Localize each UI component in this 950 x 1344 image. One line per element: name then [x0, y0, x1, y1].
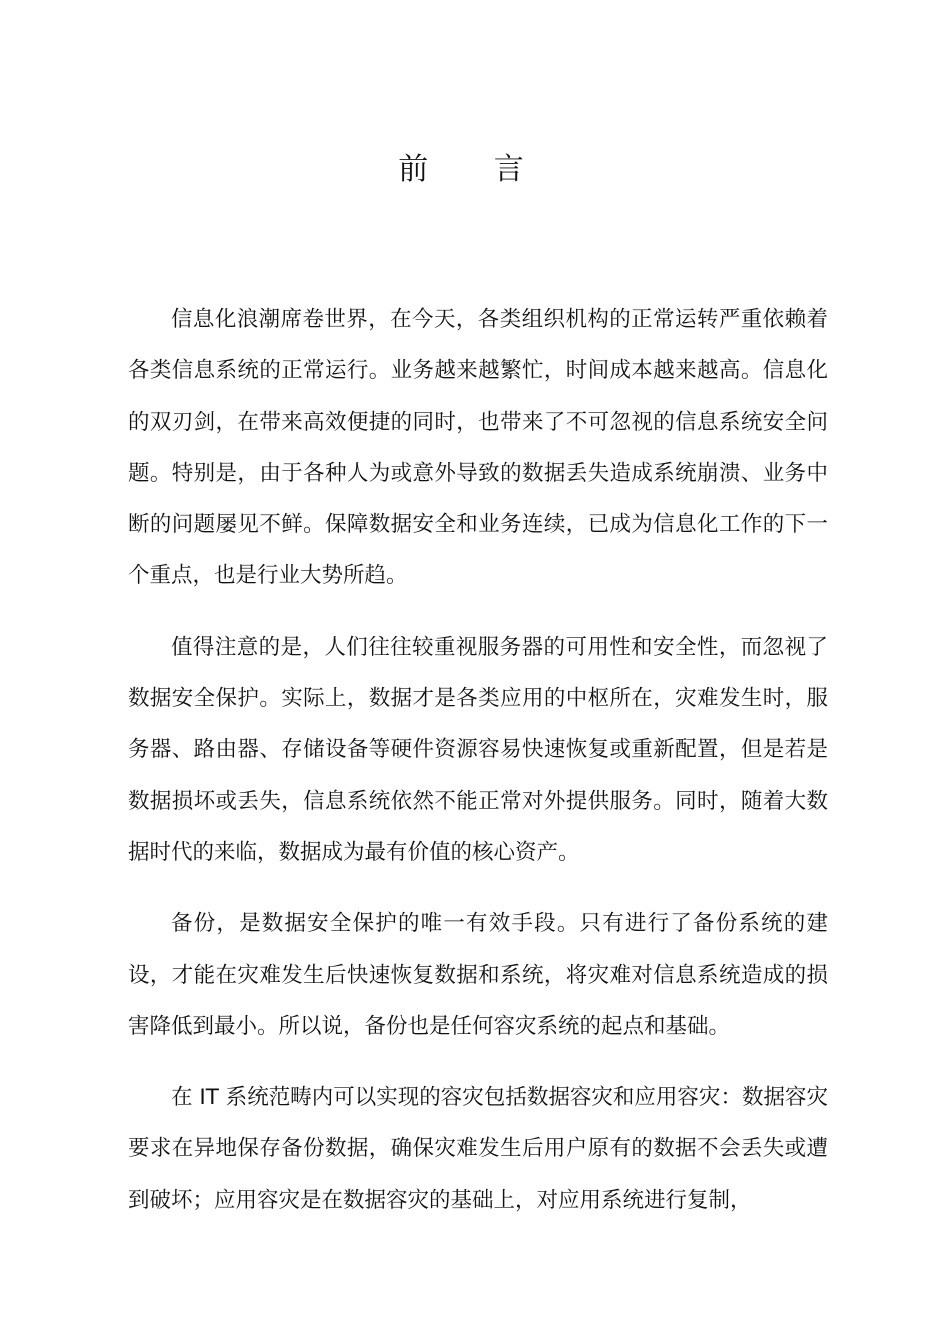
paragraph: 备份，是数据安全保护的唯一有效手段。只有进行了备份系统的建设，才能在灾难发生后快速恢复数据和系统，将灾难对信息系统造成的损害降低到最小。所以说，备份也是任何容灾系统的起点和基础。 — [128, 911, 828, 1039]
body-text — [128, 294, 828, 1246]
paragraph: 信息化浪潮席卷世界，在今天，各类组织机构的正常运转严重依赖着各类信息系统的正常运行。业务越来越繁忙，时间成本越来越高。信息化的双刃剑，在带来高效便捷的同时，也带来了不可忽视的信息系统安全问题。特别是，由于各种人为或意外导致的数据丢失造成系统崩溃、业务中断的问题屡见不鲜。保障数据安全和业务连续，已成为信息化工作的下一个重点，也是行业大势所趋。 — [128, 307, 828, 589]
paragraph: 在 IT 系统范畴内可以实现的容灾包括数据容灾和应用容灾：数据容灾要求在异地保存备份数据，确保灾难发生后用户原有的数据不会丢失或遭到破坏；应用容灾是在数据容灾的基础上，对应用系统进行复制， — [128, 1085, 828, 1213]
paragraph: 值得注意的是，人们往往较重视服务器的可用性和安全性，而忽视了数据安全保护。实际上，数据才是各类应用的中枢所在，灾难发生时，服务器、路由器、存储设备等硬件资源容易快速恢复或重新配置，但是若是数据损坏或丢失，信息系统依然不能正常对外提供服务。同时，随着大数据时代的来临，数据成为最有价值的核心资产。 — [128, 634, 828, 865]
page-title: 前 言 — [398, 152, 552, 187]
